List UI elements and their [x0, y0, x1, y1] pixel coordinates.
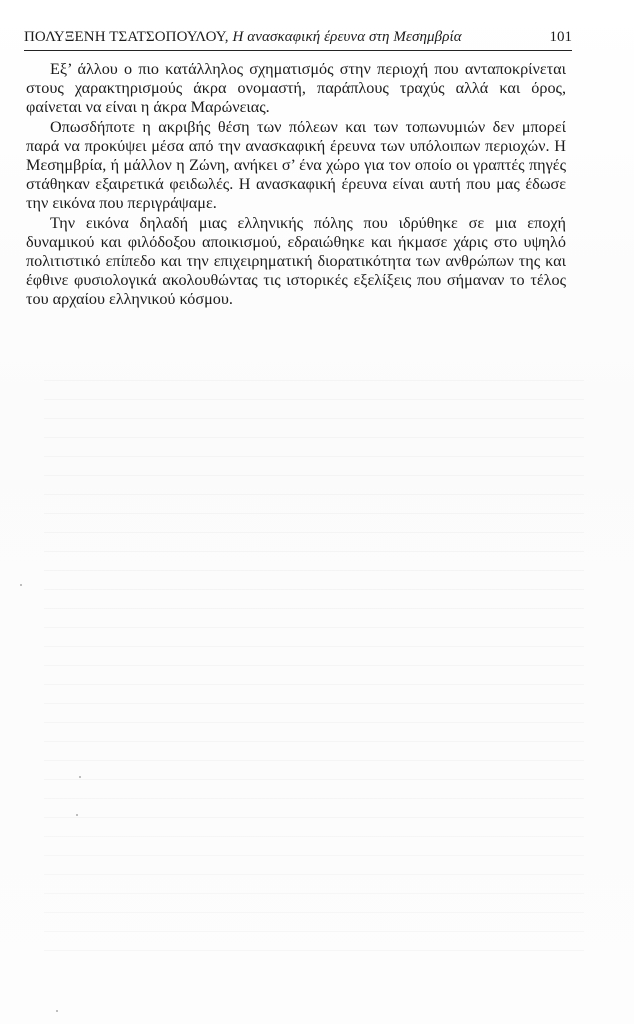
scan-speck — [79, 776, 81, 778]
scan-speck — [20, 584, 22, 586]
header-left — [24, 28, 462, 46]
show-through-texture — [44, 380, 584, 960]
paragraph-2: Οπωσδήποτε η ακριβής θέση των πόλεων και των τοπωνυμιών δεν μπορεί παρά να προκύψει μέσα από την ανασκαφική έρευνα των υπόλοιπων περιοχών. Η Μεσημβρία, ή μάλλον η Ζώνη, ανήκει σ’ ένα χώρο για τον οποίο οι γραπτές πηγές στάθηκαν εξαιρετικά φειδωλές. Η ανασκαφική έρευνα είναι αυτή που μας έδωσε την εικόνα που περιγράψαμε. — [26, 117, 566, 213]
paragraph-1: Εξ’ άλλου ο πιο κατάλληλος σχηματισμός στην περιοχή που ανταποκρίνεται στους χαρακτηρισμούς άκρα ονομαστή, παράπλους τραχύς αλλά και όρος, φαίνεται να είναι η άκρα Μαρώνειας. — [26, 60, 566, 117]
paragraph-3: Την εικόνα δηλαδή μιας ελληνικής πόλης που ιδρύθηκε σε μια εποχή δυναμικού και φιλόδοξου αποικισμού, εδραιώθηκε και ήκμασε χάρις στο υψηλό πολιτιστικό επίπεδο και την επιχειρηματική διορατικότητα των ανθρώπων της και έφθινε φυσιολογικά ακολουθώντας τις ιστορικές εξελίξεις που σήμαναν το τέλος του αρχαίου ελληνικού κόσμου. — [26, 213, 566, 309]
scan-speck — [76, 814, 78, 816]
body-text — [26, 60, 566, 310]
scan-speck — [56, 1010, 58, 1012]
header-author: ΠΟΛΥΞΕΝΗ ΤΣΑΤΣΟΠΟΥΛΟΥ — [24, 29, 225, 45]
header-title: Η ανασκαφική έρευνα στη Μεσημβρία — [232, 29, 462, 45]
header-separator: , — [224, 29, 229, 45]
page-number: 101 — [549, 29, 572, 45]
running-header — [24, 28, 572, 51]
